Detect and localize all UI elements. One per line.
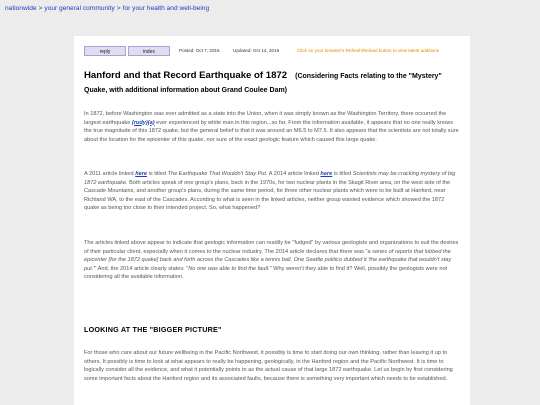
- article-title-2014: Scientists may be cracking mystery of big 1872 earthquake.: [84, 171, 456, 186]
- breadcrumb-link-community[interactable]: your general community: [44, 5, 115, 12]
- paragraph-bigger-picture: For those who care about our future wellbeing in the Pacific Northwest, it possibly is time to start doing our own thinking, rather than leaving it up to others. It possibly is time to look at what appears to really be happening, geologically, in the Hanford region and the Pacific Northwest. It is time to logically consider all the evidence, and what it potentially points to as the actual cause of that large 1872 earthquake. Let us begin by first considering some important facts about the Hanford region and its associated faults, because there is something very important which needs to be established.: [84, 350, 453, 382]
- paragraph-articles: [84, 170, 460, 213]
- paragraph-text: Both articles speak of one group's plans, back in the 1970s, for two nuclear plants in the Skagit River area, on the west side of the Cascade Mountains, and another group's plans, during the same time period, for three other nuclear plants which were to be built at Hanford, near Richland WA, to the east of the Cascades. According to what is seen in the linked articles, neither group wanted evidence which showed the 1872 quake as being too close to their intended project. So, what happened?: [84, 179, 451, 212]
- breadcrumb: [5, 5, 209, 12]
- quote-text: No one was able to find the fault.: [188, 265, 270, 272]
- paragraph-text: is titled: [147, 171, 168, 177]
- section-heading: LOOKING AT THE "BIGGER PICTURE": [84, 325, 222, 334]
- breadcrumb-link-health[interactable]: for your health and well-being: [122, 5, 210, 12]
- article-page: [74, 36, 470, 405]
- paragraph-text: ever experienced by white man in this region...so far. From the information available, it appears that no one really knows the true magnitude of this 1872 quake, but the general belief is that it was around an M6.5 to M7.5. It also appears that the scientists are not totally sure about the location for the epicenter of this quake, nor sure of the exact geologic feature which caused this large quake.: [84, 119, 459, 143]
- breadcrumb-link-nationwide[interactable]: nationwide: [5, 5, 37, 12]
- breadcrumb-separator: >: [116, 5, 121, 12]
- article-title: [84, 69, 460, 97]
- paragraph-text: " Why weren't they able to find it? Well, possibly the geologists were not considering all the available information.: [84, 265, 448, 281]
- paragraph-fudged: [84, 239, 460, 282]
- paragraph-text: " And, the 2014 article clearly states: ": [94, 265, 189, 272]
- index-button[interactable]: index: [128, 46, 170, 56]
- article-2011-link[interactable]: here: [135, 171, 148, 177]
- article-2014-link[interactable]: here: [320, 171, 333, 177]
- paragraph-text: is titled: [332, 171, 353, 177]
- quote-text: a series of reports that lobbed the epicenter [for the 1872 quake] back and forth across the Cascades like a tennis ball. One Seattle politico dubbed it 'the earthquake that wouldn't stay put.': [84, 248, 452, 272]
- updated-date: Updated: Oct 14, 2016: [233, 48, 280, 53]
- paragraph-text: The articles linked above appear to indicate that geologic information can readily be "fudged" by various geologists and organizations to suit the desires of their particular client, especially when it comes to the nuclear industry. The 2014 article declares that there was ": [84, 240, 459, 255]
- paragraph-text: A 2014 article linked: [267, 171, 321, 177]
- article-toolbar: [84, 46, 464, 56]
- article-title-2011: The Earthquake That Wouldn't Stay Put.: [167, 171, 268, 177]
- refresh-hint: Click on your browser's Refresh/Reload button to view latest additions: [297, 48, 440, 53]
- posted-date: Posted: Oct 7, 2016: [179, 48, 220, 53]
- breadcrumb-separator: >: [38, 5, 43, 12]
- rudy-link[interactable]: (rudy)(a): [131, 119, 155, 126]
- article-title-main: Hanford and that Record Earthquake of 1872: [84, 70, 288, 81]
- reply-button[interactable]: reply: [84, 46, 126, 56]
- paragraph-intro: [84, 110, 460, 144]
- article-subtitle: (Considering Facts relating to the "Mystery" Quake, with additional information about Grand Coulee Dam): [84, 73, 442, 94]
- paragraph-text: A 2011 article linked: [84, 171, 136, 177]
- paragraph-text: In 1872, before Washington was ever admitted as a state into the Union, when it was simply known as the Washington Territory, there occurred the largest earthquake: [84, 111, 447, 126]
